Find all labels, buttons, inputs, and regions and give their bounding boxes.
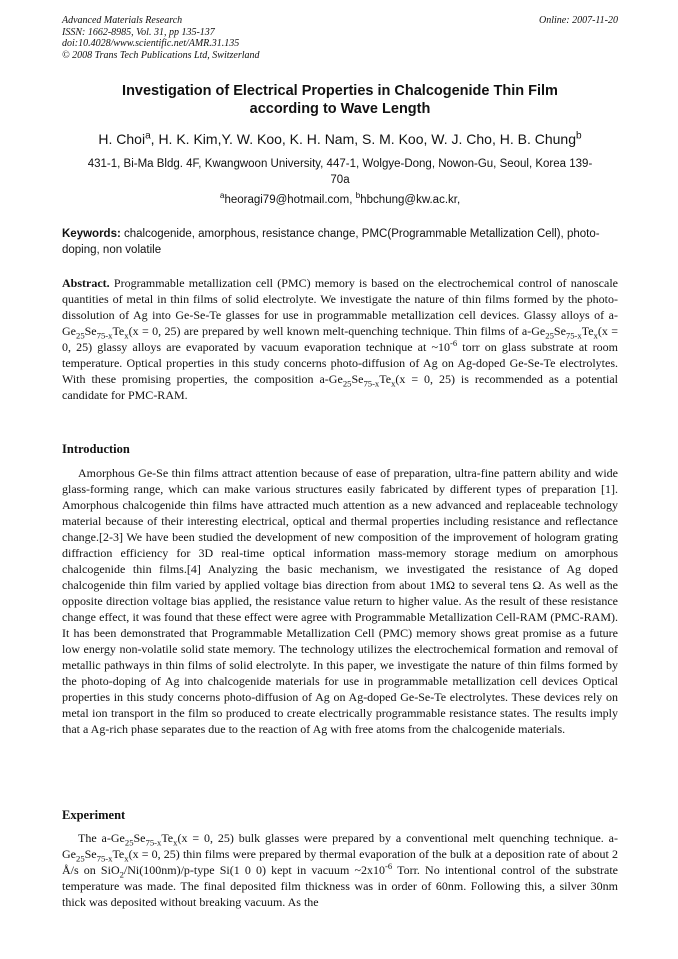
author-rest: , H. K. Kim,Y. W. Koo, K. H. Nam, S. M. Koo, W. J. Cho, H. B. Chung xyxy=(150,131,576,147)
abstract-text: (x = 0, 25) are prepared by well known melt-quenching technique. Thin films of a-Ge xyxy=(128,324,546,338)
author-sup-b: b xyxy=(576,130,582,142)
journal-doi: doi:10.4028/www.scientific.net/AMR.31.135 xyxy=(62,38,240,49)
author-list xyxy=(62,130,618,148)
journal-header xyxy=(62,15,618,61)
subscript: x xyxy=(391,378,396,389)
superscript: -6 xyxy=(449,338,458,348)
experiment-text: Torr. No intentional control of the substrate temperature was made. The final deposited film thickness was in order of 60nm. Following this, a silver 30nm thick was deposited without breaking vacuum. As the xyxy=(62,863,618,909)
paper-title xyxy=(62,82,618,118)
abstract-text: Te xyxy=(112,324,125,338)
subscript: 25 xyxy=(76,853,85,864)
subscript: 75-x xyxy=(96,853,113,864)
journal-name: Advanced Materials Research xyxy=(62,15,183,26)
subscript: x xyxy=(593,330,598,341)
experiment-paragraph xyxy=(62,830,618,910)
experiment-text: Te xyxy=(161,831,174,845)
subscript: 75-x xyxy=(96,330,113,341)
subscript: x xyxy=(124,853,129,864)
abstract-text: Te xyxy=(581,324,594,338)
subscript: 75-x xyxy=(145,837,162,848)
subscript: x xyxy=(124,330,129,341)
journal-issn: ISSN: 1662-8985, Vol. 31, pp 135-137 xyxy=(62,26,215,38)
author-sup-a: a xyxy=(145,130,151,142)
abstract-text: Se xyxy=(351,372,364,386)
experiment-text: Te xyxy=(112,847,125,861)
experiment-text: Se xyxy=(84,847,97,861)
abstract-text: Se xyxy=(84,324,97,338)
subscript: 25 xyxy=(342,378,352,389)
abstract-label: Abstract. xyxy=(62,276,110,290)
affiliation: 431-1, Bi-Ma Bldg. 4F, Kwangwoon University, 447-1, Wolgye-Dong, Nowon-Gu, Seoul, Korea 139-70a xyxy=(87,158,593,186)
experiment-text: (x = 0, 25) bulk glasses were prepared by a conventional melt quenching technique. a-Ge xyxy=(62,831,618,861)
subscript: 25 xyxy=(124,837,134,848)
journal-copyright: © 2008 Trans Tech Publications Ltd, Switzerland xyxy=(62,49,260,61)
subscript: 75-x xyxy=(565,330,582,341)
experiment-text: (x = 0, 25) thin films were prepared by thermal evaporation of the bulk at a deposition rate of about 2 Å/s on SiO xyxy=(62,847,618,877)
keywords-text: chalcogenide, amorphous, resistance change, PMC(Programmable Metallization Cell), photo-doping, non volatile xyxy=(62,228,600,256)
abstract-text: Te xyxy=(379,372,392,386)
experiment-text: Se xyxy=(133,831,146,845)
introduction-heading: Introduction xyxy=(62,442,130,456)
abstract-text: (x = 0, 25) glassy alloys are evaporated by vacuum evaporation technique at ~10 xyxy=(62,324,619,354)
email-sup-b: b xyxy=(355,191,361,201)
email-sup-a: a xyxy=(219,191,225,201)
email-a: heoragi79@hotmail.com, xyxy=(224,194,356,206)
author-emails xyxy=(62,192,618,208)
subscript: 2 xyxy=(119,869,124,880)
author-first: H. Choi xyxy=(98,131,146,147)
keywords xyxy=(62,226,618,258)
abstract-text: Se xyxy=(553,324,566,338)
subscript: 75-x xyxy=(363,378,380,389)
online-date: Online: 2007-11-20 xyxy=(539,15,618,26)
abstract xyxy=(62,275,618,403)
abstract-text: Programmable metallization cell (PMC) memory is based on the electrochemical control of nanoscale quantities of metal in thin films of solid electrolyte. We investigate the nature of thin films formed by the photo-dissolution of Ag into Ge-Se-Te glasses for use in programmable metallization cell devices. Glassy alloys of a-Ge xyxy=(62,276,618,338)
superscript: -6 xyxy=(384,861,393,871)
experiment-heading: Experiment xyxy=(62,808,126,822)
experiment-text: /Ni(100nm)/p-type Si(1 0 0) kept in vacuum ~2x10 xyxy=(123,863,385,877)
subscript: x xyxy=(173,837,178,848)
keywords-label: Keywords: xyxy=(62,228,121,240)
email-b: hbchung@kw.ac.kr, xyxy=(360,194,461,206)
abstract-text: torr on glass substrate at room temperature. Optical properties in this study concerns photo-diffusion of Ag on Ag-doped Ge-Se-Te electrolytes. With these promising properties, the composition a-Ge xyxy=(62,340,618,386)
subscript: 25 xyxy=(545,330,554,341)
abstract-text: (x = 0, 25) is recommended as a potential candidate for PMC-RAM. xyxy=(62,372,618,402)
subscript: 25 xyxy=(76,330,85,341)
title-line-1: Investigation of Electrical Properties in Chalcogenide Thin Film xyxy=(122,83,558,99)
title-line-2: according to Wave Length xyxy=(249,101,431,117)
experiment-text: The a-Ge xyxy=(78,831,125,845)
introduction-paragraph: Amorphous Ge-Se thin films attract attention because of ease of preparation, ultra-fine pattern ability and wide glass-forming range, which can make various structures easily fabricated by different types of preparation [1]. Amorphous chalcogenide thin films have attracted much attention as a new advanced and replaceable technology material because of their interesting electrical, optical and thermal properties including resistance and reflectance change.[2-3] We have been studied the development of new composition of the improvement of hologram grating diffraction efficiency for 3D real-time optical information mass-memory storage medium on amorphous chalcogenide thin films.[4] Analyzing the basic mechanism, we investigated the resistance of Ag doped chalcogenide thin film varied by applied voltage bias direction from about 1MΩ to several tens Ω. As well as the opposite direction voltage bias applied, the resistance value return to higher value. As the result of these resistance change effect, it was found that these effect were agree with Programmable Metallization Cell-RAM (PMC-RAM). It has been demonstrated that Programmable Metallization Cell (PMC) memory shows great promise as a future low energy non-volatile solid state memory. The technology utilizes the electrochemical formation and removal of metallic pathways in thin films of solid electrolyte. In this paper, we investigate the nature of thin films formed by the photo-doping of Ag into chalcogenide materials for use in programmable metallization cell devices Optical properties in this study concerns photo-diffusion of Ag on Ag-doped Ge-Se-Te electrolytes. These devices rely on metal ion transport in the film so produced to create electrically programmable resistance states. The results imply that a Ag-rich phase separates due to the reaction of Ag with free atoms from the chalcogenide materials. xyxy=(62,466,618,736)
